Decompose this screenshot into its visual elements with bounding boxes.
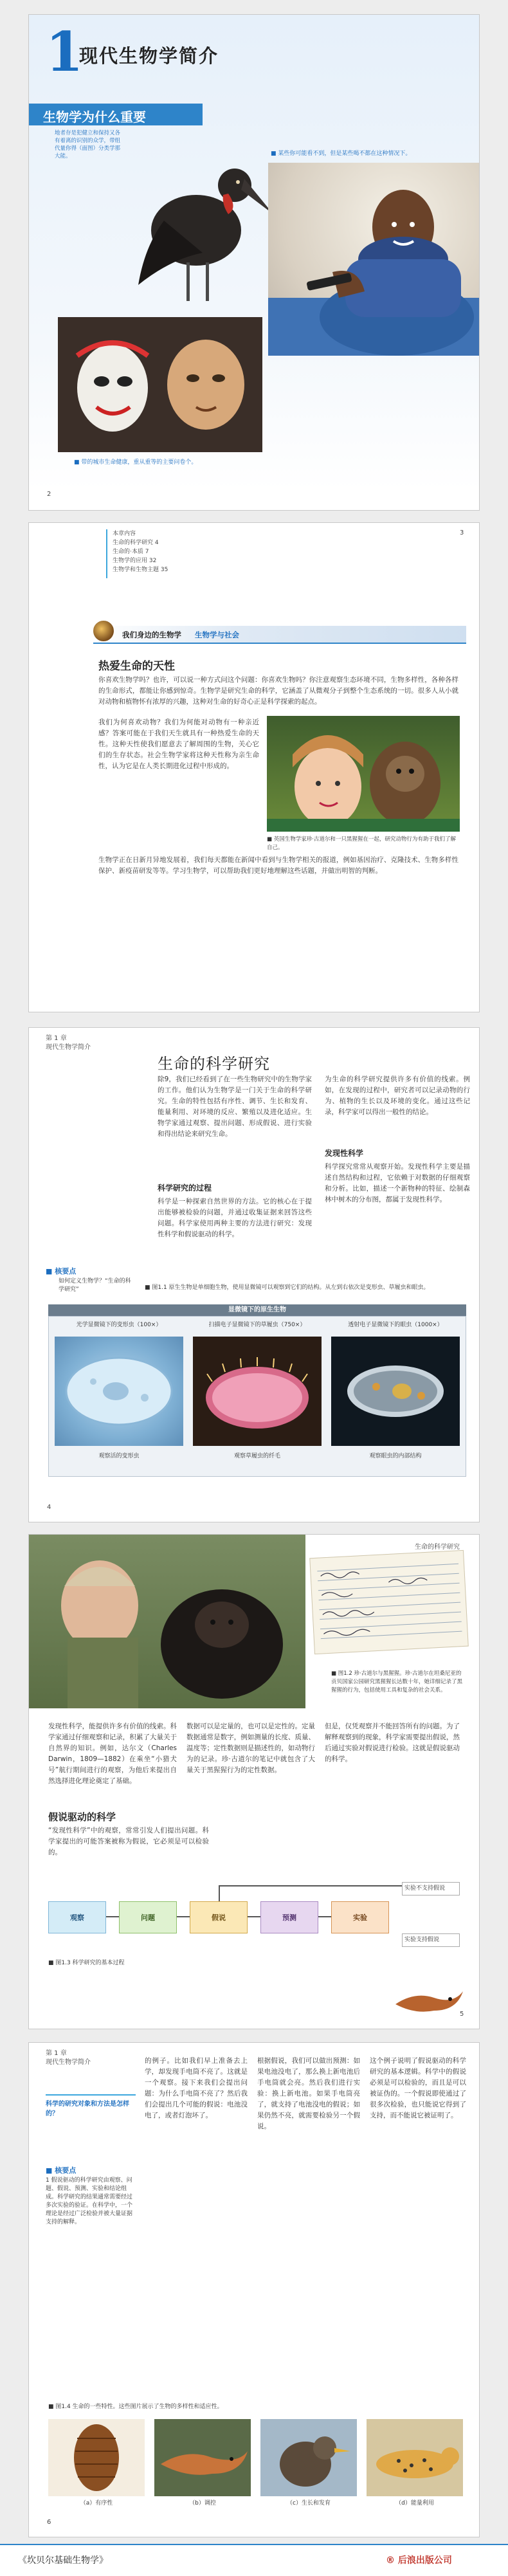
masks-illustration: [58, 317, 262, 452]
notebook-lines: [310, 1551, 468, 1654]
man-remote-photo: [268, 163, 480, 356]
flow-box-question: [119, 1901, 177, 1933]
page-number-5: 5: [460, 2011, 464, 2018]
micro-label-1: 光学显微镜下的变形虫（100×）: [76, 1322, 162, 1328]
man-illustration: [268, 163, 480, 356]
page-3: [28, 1027, 480, 1522]
para-2: 我们为何喜欢动物？我们为何能对动物有一种亲近感？答案可能在于我们天生就具有一种热爱生命的天性。这种天性使我们愿意去了解周围的生物，关心它们的生存状态。社会生物学家将这种天性称为亲生命性，认为它是在人类长期进化过程中形成的。: [98, 718, 259, 770]
bird-chick-illustration: [260, 2419, 357, 2496]
flow-arrow: [248, 1916, 260, 1917]
flow-label: 假说: [212, 1914, 226, 1922]
banner-globe-icon: [92, 619, 115, 643]
hypothesis-section-text: “发现性科学”中的观察，常常引发人们提出问题。科学家提出的可能答案被称为假说，它必须是可以检验的。: [48, 1827, 209, 1856]
flow-box-prediction: [260, 1901, 318, 1933]
flow-box-hypothesis: [190, 1901, 248, 1933]
header-chapter: 第 1 章: [46, 1035, 67, 1042]
concept-label: ■ 核要点: [46, 2166, 77, 2175]
flow-caption: ■ 图1.3 科学研究的基本过程: [48, 1960, 125, 1966]
p5-col2: 根据假说，我们可以做出预测：如果电池没电了，那么换上新电池后手电筒就会亮。然后我们进行实验：换上新电池。如果手电筒亮了，就支持了电池没电的假说；如果仍然不亮，就需要检验另一个假说。: [257, 2057, 360, 2130]
toc-line[interactable]: 生命的·本质 7: [113, 549, 149, 555]
photo-regulation: [154, 2419, 251, 2496]
col2-text: 为生命的科学研究提供许多有价值的线索。例如，在发现的过程中，研究者可以记录动物的行为、植物的生长以及环境的变化。通过这些记录，科学家可以得出一般性的结论。: [325, 1075, 470, 1116]
page-5-header: [46, 2049, 91, 2067]
flow-arrow: [177, 1916, 190, 1917]
banner-tag: 生物学与社会: [195, 630, 239, 639]
amoeba-illustration: [55, 1337, 183, 1446]
lizard-illustration: [389, 1972, 466, 2023]
concept-text: 如何定义生物学？“生命的科学研究”: [59, 1278, 131, 1293]
chapter-title: 现代生物学简介: [79, 45, 219, 67]
bird-caption: 地者存是犯健立和保持又各有着离的识别的众学，带组代量你得（面图）分类学那大能。: [55, 130, 121, 160]
masks-caption: ■ 带的城市生命健康，重从重等的主要问卷个。: [74, 459, 197, 466]
photo-growth: [260, 2419, 357, 2496]
p4-col3: 但是，仅凭观察并不能回答所有的问题。为了解释观察到的现象，科学家需要提出假说，然后通过实验对假说进行检验。这就是假说驱动的科学。: [325, 1722, 460, 1763]
goodall-caption: ■ 图1.2 珍·古道尔与黑猩猩。珍·古道尔在坦桑尼亚的贡贝国家公园研究黑猩猩长达数十年，她详细记录了黑猩猩的行为，包括使用工具和复杂的社会关系。: [331, 1670, 463, 1694]
masks-photo: [58, 317, 262, 452]
goodall-chimp-photo: [29, 1535, 305, 1708]
para-1: 你喜欢生物学吗？也许，可以说一种方式问这个问题：你喜欢生物吗？你注意观察生态环境不同，生物多样性，各种各样的生命形式，都能让你感到惊奇。生物学是研究生命的科学，它涵盖了从微观分子到整个生态系统的一切。很多人从小就对动物和植物怀有浓厚的兴趣，这种对生命的好奇心正是科学探索的起点。: [98, 676, 458, 706]
col1-text: 除9，我们已经看到了在一些生物研究中的生物学家的工作。他们认为生物学是一门关于生命的科学研究。生命的特性包括有序性、调节、生长和发育、能量利用、对环境的反应、繁殖以及进化适应。生物学家通过观察、提出问题、形成假说、进行实验和得出结论来研究生命。: [158, 1075, 312, 1138]
page-1: [28, 14, 480, 511]
page-5: [28, 2042, 480, 2537]
photo-label-d: （d）能量利用: [395, 2500, 434, 2507]
euglena-illustration: [331, 1337, 460, 1446]
footer-left: 《坎贝尔基础生物学》: [18, 2555, 108, 2566]
flow-right-bottom: 实验支持假说: [402, 1933, 460, 1947]
footer-right: ® 后浪出版公司: [386, 2555, 452, 2566]
woman-monkey-photo: [267, 716, 460, 832]
paramecium-illustration: [193, 1337, 322, 1446]
lizard-photo-illustration: [154, 2419, 251, 2496]
cheetah-illustration: [367, 2419, 463, 2496]
header-chapter-title: 现代生物学简介: [46, 1044, 91, 1051]
concept-label: ■ 核要点: [46, 1267, 77, 1275]
figure-caption-1-1: ■ 图1.1 原生生物是单细胞生物，使用显微镜可以观察到它们的结构。从左到右依次是变形虫、草履虫和眼虫。: [145, 1284, 430, 1291]
hornbill-eye: [236, 180, 240, 184]
micrograph-amoeba: [55, 1337, 183, 1446]
photo-label-c: （c）生长和发育: [287, 2500, 331, 2507]
chapter-subtitle: 生物学为什么重要: [43, 109, 146, 125]
para-3: 生物学正在日新月异地发展着，我们每天都能在新闻中看到与生物学相关的报道，例如基因治疗、克隆技术、生物多样性保护、新疫苗研发等等。学习生物学，可以帮助我们更好地理解这些话题，并做出明智的判断。: [98, 856, 458, 875]
section-title-love-of-life: 热爱生命的天性: [98, 660, 175, 673]
question-label: 科学的研究对象和方法是怎样的？: [46, 2094, 136, 2117]
hornbill-leg-left: [186, 262, 190, 301]
micro-sub-3: 观察眼虫的内部结构: [369, 1453, 422, 1459]
header-chapter-title: 现代生物学简介: [46, 2059, 91, 2066]
goodall-illustration: [29, 1535, 305, 1708]
page-4-header: 生命的科学研究: [415, 1544, 460, 1551]
page-number-3: 3: [460, 529, 464, 536]
page-number-4: 4: [47, 1504, 51, 1511]
photo-order: [48, 2419, 145, 2496]
section-title-scientific-study: 生命的科学研究: [158, 1055, 270, 1073]
micro-sub-2: 观察草履虫的纤毛: [233, 1453, 280, 1459]
micro-label-3: 透射电子显微镜下的眼虫（1000×）: [348, 1322, 443, 1328]
p4-col2: 数据可以是定量的，也可以是定性的。定量数据通常是数字，例如测量的长度、质量、温度等；定性数据则是描述性的，如动物行为的记录。珍·古道尔的笔记中就包含了大量关于黑猩猩行为的定性数据。: [186, 1722, 315, 1774]
hypothesis-section-title: 假说驱动的科学: [48, 1811, 116, 1823]
toc-line[interactable]: 生物学的应用 32: [113, 558, 157, 564]
header-chapter: 第 1 章: [46, 2050, 67, 2057]
p5-col3: 这个例子说明了假说驱动的科学研究的基本逻辑。科学中的假说必须是可以检验的，而且是可以被证伪的。一个假说即使通过了很多次检验，也只能说它得到了支持，而不能说它被证明了。: [370, 2057, 466, 2119]
woman-monkey-illustration: [267, 716, 460, 832]
toc-panel: [106, 529, 235, 578]
woman-monkey-caption: ■ 英国生物学家珍·古道尔和一只黑猩猩在一起，研究动物行为有助于我们了解自己。: [267, 836, 456, 851]
photo-energy: [367, 2419, 463, 2496]
page-3-header: [46, 1034, 91, 1052]
flow-arrow: [106, 1916, 119, 1917]
banner-title: 我们身边的生物学: [122, 630, 181, 639]
p5-col1: 的例子。比如我们早上准备去上学，却发现手电筒不亮了。这就是一个观察。接下来我们会提出问题：为什么手电筒不亮了？然后我们会提出几个可能的假说：电池没电了，或者灯泡坏了。: [145, 2057, 248, 2119]
p4-col1: 发现性科学，能提供许多有价值的线索。科学家通过仔细观察和记录，积累了大量关于自然界的知识。例如，达尔文（Charles Darwin，1809—1882）在乘坐“小猎犬号”航行期间进行的观察，为他后来提出自然选择进化理论奠定了基础。: [48, 1722, 177, 1785]
toc-line[interactable]: 生命的科学研究 4: [113, 540, 159, 546]
micrograph-euglena: [331, 1337, 460, 1446]
pinecone-illustration: [48, 2419, 145, 2496]
micro-label-2: 扫描电子显微镜下的草履虫（750×）: [208, 1322, 306, 1328]
chapter-number: 1: [46, 20, 84, 84]
field-notebook: [309, 1550, 469, 1654]
micrograph-paramecium: [193, 1337, 322, 1446]
toc-line: 本章内容: [113, 531, 136, 537]
col2-subtext: 科学探究常常从观察开始。发现性科学主要是描述自然结构和过程，它依赖于对数据的仔细观察和分析。比如，描述一个新物种的特征、绘制森林中树木的分布图，都属于发现性科学。: [325, 1163, 470, 1203]
flow-box-observation: [48, 1901, 106, 1933]
col1-subtext: 科学是一种探索自然世界的方法。它的核心在于提出能够被检验的问题，并通过收集证据来回答这些问题。科学家使用两种主要的方法进行研究：发现性科学和假说驱动的科学。: [158, 1198, 312, 1238]
toc-line[interactable]: 生物学和生物主题 35: [113, 567, 168, 573]
flow-label: 问题: [141, 1914, 155, 1922]
page-2: [28, 522, 480, 1012]
flow-arrow: [318, 1916, 331, 1917]
flow-box-experiment: [331, 1901, 389, 1933]
page-4: [28, 1534, 480, 2029]
figure-caption-1-4: ■ 图1.4 生命的一些特性。这些图片展示了生物的多样性和适应性。: [48, 2404, 223, 2410]
flow-loop-line: [219, 1885, 402, 1901]
flow-label: 实验: [353, 1914, 367, 1922]
page-number-2: 2: [47, 491, 51, 498]
micro-sub-1: 观察活的变形虫: [98, 1453, 140, 1459]
photo-label-a: （a）有序性: [80, 2500, 113, 2507]
hornbill-photo: [125, 118, 273, 311]
photo-label-b: （b）调控: [189, 2500, 216, 2507]
col2-subheading: 发现性科学: [325, 1149, 364, 1158]
man-caption: ■ 某些你可能看不到，但是某些喝不都在这种情况下。: [271, 151, 412, 157]
concept-text: 1 假说驱动的科学研究由观察、问题、假说、预测、实验和结论组成。科学研究的结果通常需要经过多次实验的验证。在科学中，一个理论是经过广泛检验并被大量证据支持的解释。: [46, 2177, 133, 2225]
micro-header: 显微镜下的原生生物: [48, 1304, 466, 1316]
flow-label: 预测: [282, 1914, 296, 1922]
page-number-6: 6: [47, 2519, 51, 2526]
flow-label: 观察: [70, 1914, 84, 1922]
hornbill-leg-right: [206, 262, 209, 301]
flow-right-top: 实验不支持假说: [402, 1882, 460, 1895]
col1-subheading: 科学研究的过程: [158, 1183, 212, 1192]
